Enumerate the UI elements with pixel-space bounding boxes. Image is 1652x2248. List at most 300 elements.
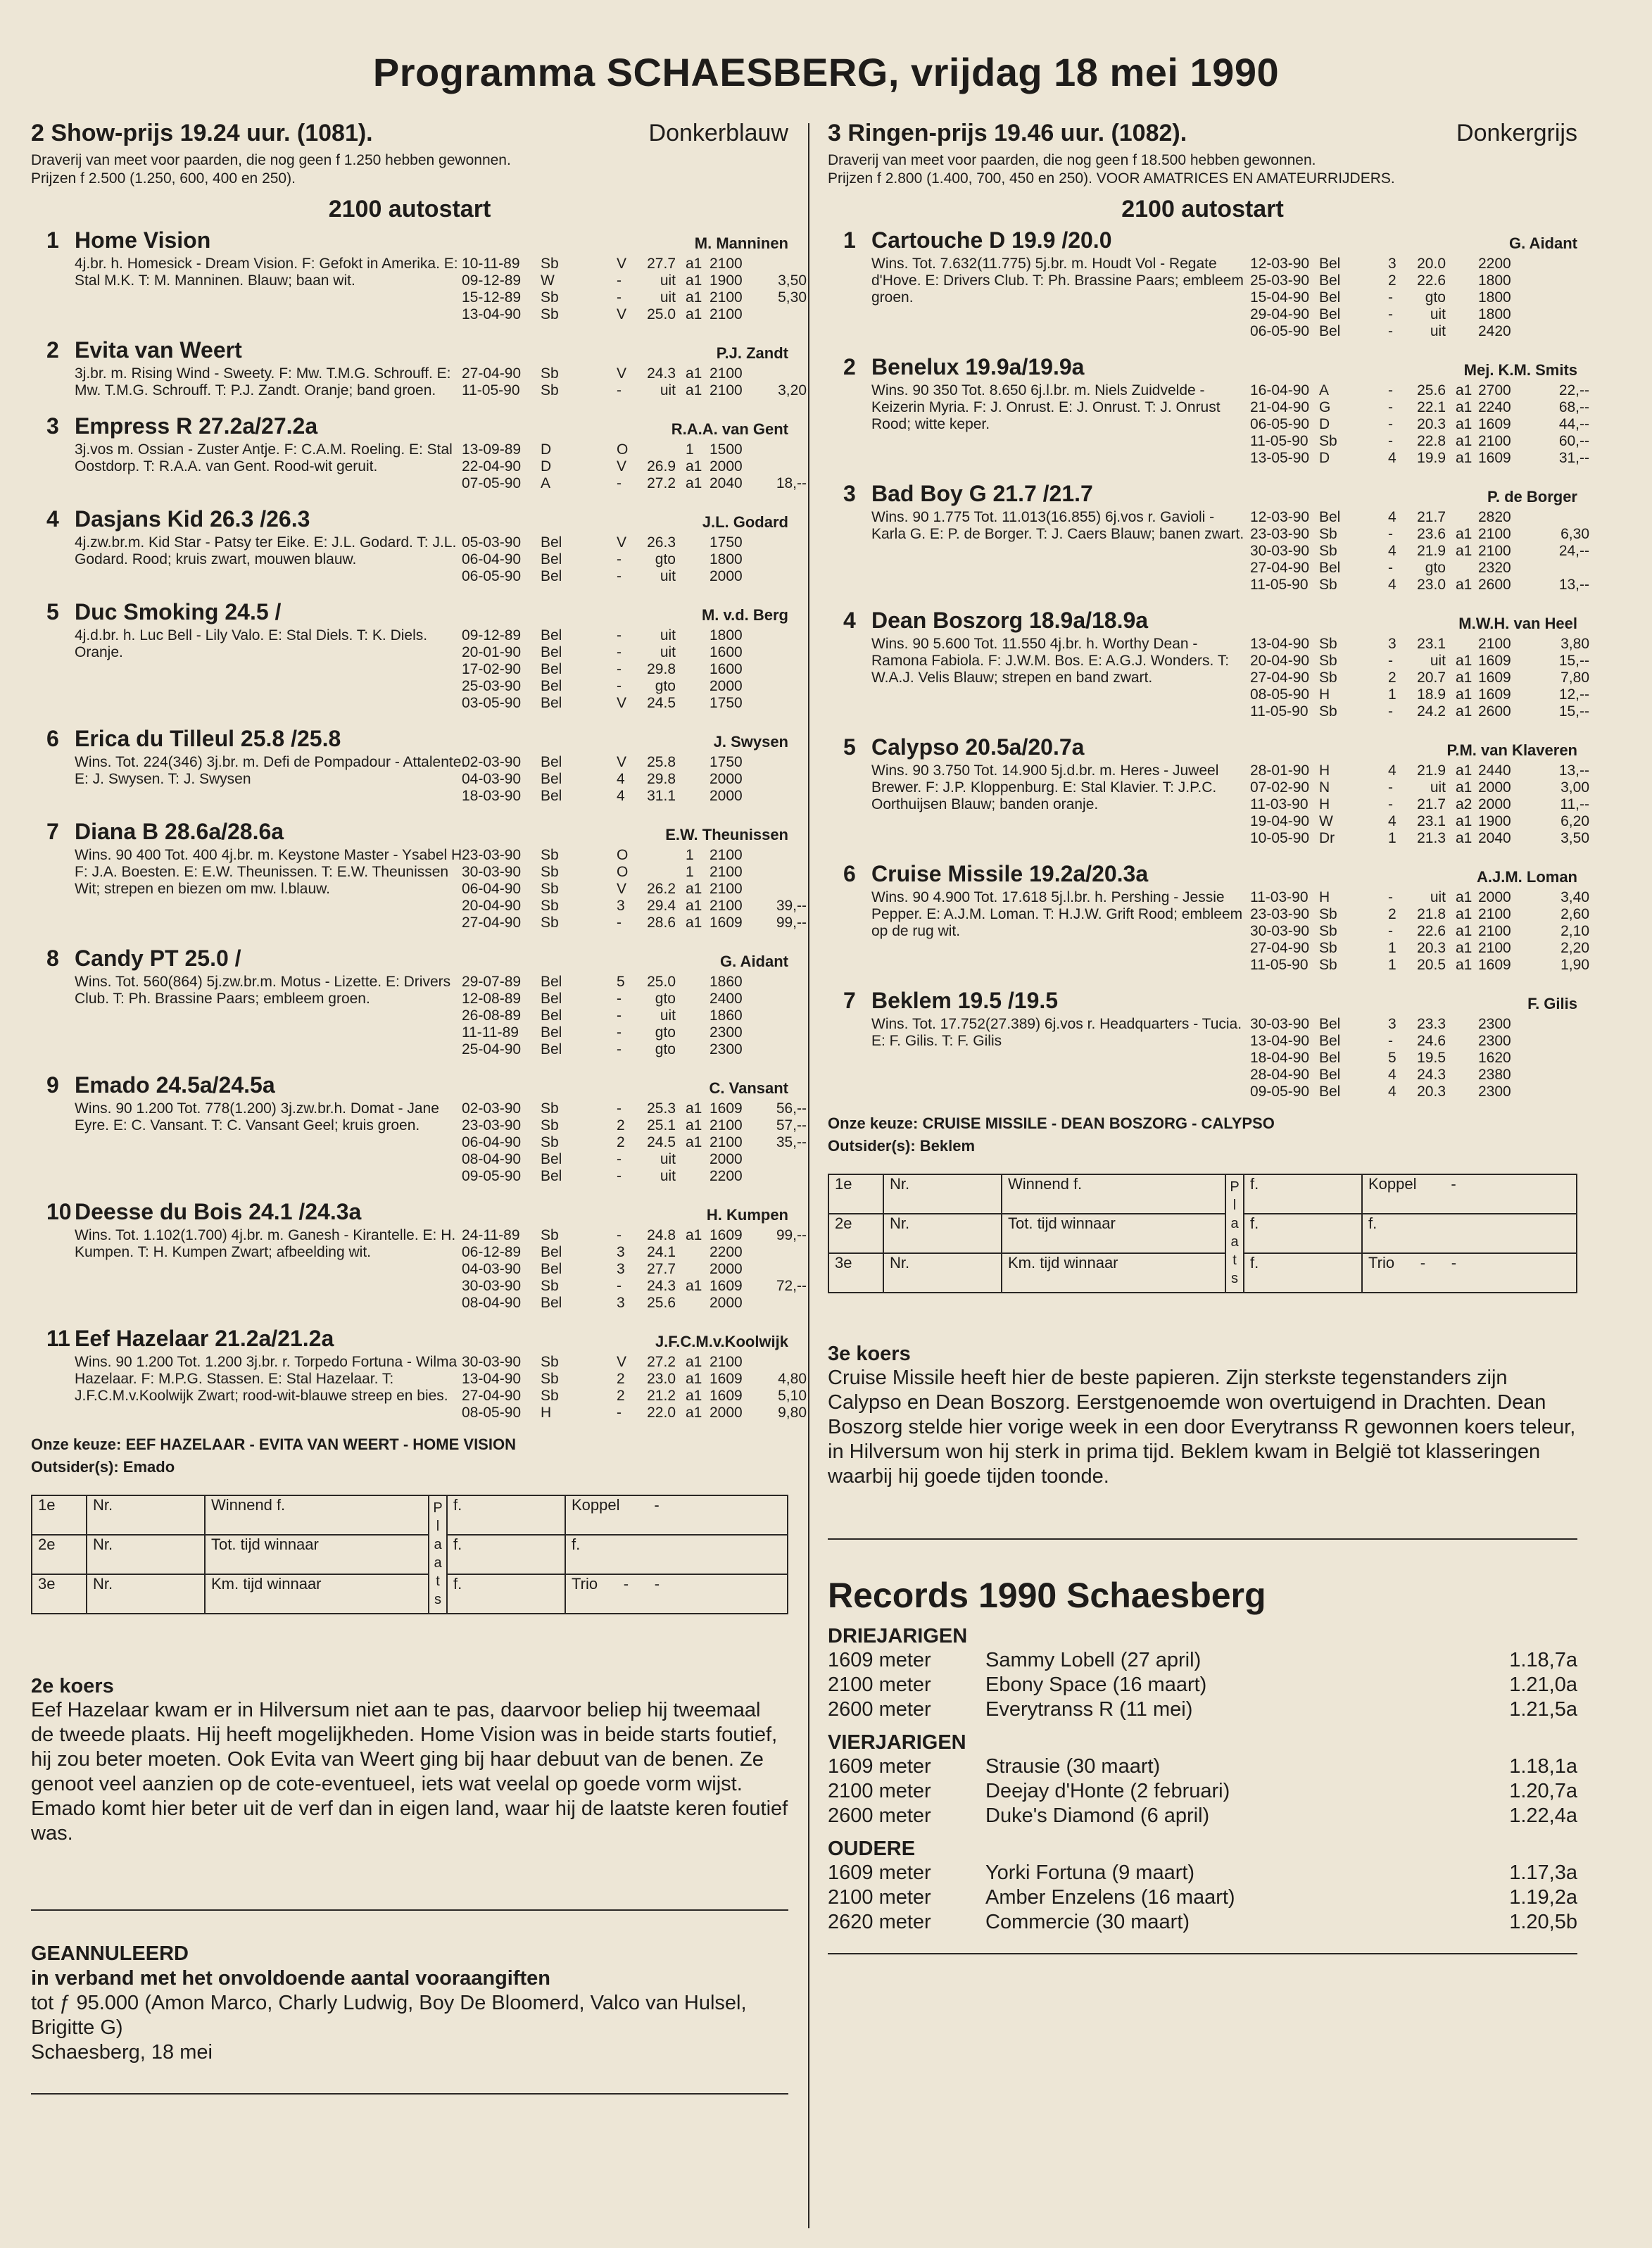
horse-entry [31,413,807,492]
start-distance: 2000 [710,678,743,694]
start-pos: 5 [1388,1050,1396,1066]
start-date: 11-03-90 [1250,889,1309,905]
start-row [1250,636,1589,653]
horse-name: Evita van Weert [75,337,242,363]
start-pos: 2 [617,1117,625,1134]
start-class: a1 [686,1227,702,1243]
start-time: 20.0 [1417,256,1446,272]
start-track: D [541,441,552,458]
start-time: uit [660,272,676,289]
start-date: 06-04-90 [462,1134,522,1150]
horse-name: Emado 24.5a/24.5a [75,1072,275,1098]
start-row [1250,306,1577,323]
grid-row [32,1574,788,1614]
start-date: 30-03-90 [462,1278,522,1294]
start-odds: 57,-- [776,1117,807,1134]
grid-label: Winnend f. [1002,1174,1225,1214]
record-time: 1.21,5a [1509,1698,1577,1721]
start-time: 24.8 [647,1227,676,1243]
start-track: Bel [541,1244,562,1260]
start-row [462,534,788,551]
start-row [1250,382,1589,399]
start-date: 23-03-90 [1250,906,1310,922]
horse-starts [1250,509,1589,594]
horse-driver: R.A.A. van Gent [671,420,788,438]
horse-details [31,627,788,712]
start-pos: - [617,1100,622,1117]
start-row [1250,560,1577,577]
start-class: a1 [1456,450,1473,466]
grid-koppel: Koppel - [1362,1174,1577,1214]
start-time: 19.9 [1417,450,1446,466]
start-row [1250,289,1577,306]
betting-grid [31,1495,788,1614]
record-horse: Duke's Diamond (6 april) [985,1804,1210,1827]
start-track: Sb [541,847,559,863]
start-pos: - [1388,560,1393,576]
start-odds: 13,-- [1558,577,1589,593]
start-row [462,1100,807,1117]
start-track: Bel [541,1024,562,1041]
start-row [1250,272,1577,289]
horse-header [31,599,788,627]
start-pos: V [617,256,627,272]
horse-info: Wins. Tot. 17.752(27.389) 6j.vos r. Headquarters - Tucia. E: F. Gilis. T: F. Gilis [871,1016,1242,1049]
horse-starts [1250,762,1589,847]
start-date: 27-04-90 [1250,670,1310,686]
start-row [462,1261,788,1278]
start-date: 06-05-90 [462,568,522,584]
horse-info: Wins. 90 350 Tot. 8.650 6j.l.br. m. Niels Zuidvelde - Keizerin Myria. F: J. Onrust. E: J. Onrust. T: J. Onrust Rood; witte keper. [871,382,1221,432]
start-class: a1 [1456,813,1473,829]
start-odds: 3,40 [1560,889,1589,905]
race-title: 3 Ringen-prijs 19.46 uur. (1082). [828,120,1187,146]
start-row [462,788,788,805]
start-row [1250,813,1589,830]
start-time: 22.0 [647,1405,676,1421]
start-track: Dr [1319,830,1335,846]
horse-entry [31,1199,807,1312]
horse-details [828,889,1589,974]
start-track: Sb [541,382,559,398]
start-class: a1 [1456,703,1473,720]
start-pos: - [1388,1033,1393,1049]
start-row [462,1244,788,1261]
start-class: a1 [686,289,702,306]
start-date: 06-12-89 [462,1244,522,1260]
start-odds: 3,50 [1560,830,1589,846]
start-date: 11-11-89 [462,1024,519,1041]
start-distance: 1609 [1478,957,1511,973]
start-distance: 2000 [1478,796,1511,812]
start-pos: - [617,272,622,289]
start-pos: 3 [617,1244,625,1260]
race-prizes: Prijzen f 2.500 (1.250, 600, 400 en 250). [31,170,296,187]
horse-driver: P.J. Zandt [716,344,788,362]
start-odds: 24,-- [1558,543,1589,559]
start-distance: 1800 [1478,306,1511,322]
start-time: uit [1430,889,1446,905]
start-distance: 2200 [1478,256,1511,272]
start-row [1250,779,1589,796]
start-distance: 2100 [1478,923,1511,939]
start-row [1250,577,1589,594]
horse-info: Wins. Tot. 7.632(11.775) 5j.br. m. Houdt Vol - Regate d'Hove. E: Drivers Club. T: Ph. Brassine Paars; embleem groen. [871,256,1244,306]
start-row [462,382,807,399]
start-date: 08-05-90 [1250,686,1310,703]
start-date: 05-03-90 [462,534,522,551]
start-row [462,256,788,272]
start-odds: 44,-- [1558,416,1589,432]
horse-name: Cartouche D 19.9 /20.0 [871,227,1112,253]
start-time: 24.5 [647,1134,676,1150]
horse-details [31,256,807,323]
start-time: 24.5 [647,695,676,711]
grid-trio: Trio - - [1362,1253,1577,1293]
start-odds: 18,-- [776,475,807,491]
start-distance: 2420 [1478,323,1511,339]
start-pos: - [1388,923,1393,939]
start-track: Bel [541,1151,562,1167]
record-horse: Amber Enzelens (16 maart) [985,1886,1235,1909]
plaats-letter: l [436,1519,440,1534]
start-date: 10-11-89 [462,256,520,272]
start-distance: 2100 [710,306,743,322]
start-pos: O [617,441,629,458]
start-distance: 1600 [710,661,743,677]
start-time: 23.1 [1417,636,1446,652]
start-date: 11-05-90 [462,382,520,398]
start-odds: 2,60 [1560,906,1589,922]
start-distance: 2300 [710,1024,743,1041]
start-odds: 13,-- [1558,762,1589,779]
start-track: Bel [541,1168,562,1184]
grid-f: f. [1362,1214,1577,1253]
start-row [462,1007,788,1024]
start-row [1250,957,1589,974]
start-track: H [541,1405,552,1421]
start-track: Bel [541,754,562,770]
start-pos: - [1388,889,1393,905]
start-date: 08-05-90 [462,1405,522,1421]
start-distance: 1609 [710,1388,743,1404]
horse-header [31,227,788,256]
plaats-letter: a [434,1555,442,1571]
plaats-letter: t [436,1574,440,1589]
record-horse: Yorki Fortuna (9 maart) [985,1861,1195,1884]
record-distance: 2600 meter [828,1804,931,1827]
start-time: 23.1 [1417,813,1446,829]
horse-driver: G. Aidant [1509,234,1577,252]
horse-number: 1 [46,227,59,253]
start-track: Bel [541,1295,562,1311]
horse-starts [462,974,788,1058]
start-distance: 2700 [1478,382,1511,398]
plaats-letter: a [434,1537,442,1552]
start-row [1250,526,1589,543]
grid-row [828,1214,1577,1253]
horse-entry [828,608,1589,720]
start-distance: 2000 [710,1261,743,1277]
horse-entry [31,227,807,323]
horse-name: Home Vision [75,227,211,253]
start-row [462,915,807,931]
start-track: Sb [1319,703,1337,720]
commentary-title: 3e koers [828,1343,911,1365]
horse-entry [31,1326,807,1421]
start-distance: 2200 [710,1244,743,1260]
start-track: D [1319,450,1330,466]
start-row [462,1227,807,1244]
start-class: a1 [686,1405,702,1421]
betting-grid [828,1174,1577,1293]
start-time: uit [660,644,676,660]
start-pos: - [617,627,622,643]
start-row [462,1388,807,1405]
start-class: a1 [1456,889,1473,905]
start-time: 20.7 [1417,670,1446,686]
start-time: 28.6 [647,915,676,931]
start-pos: V [617,754,627,770]
start-pos: 4 [1388,543,1396,559]
start-track: Bel [541,1007,562,1024]
start-pos: 4 [1388,450,1396,466]
start-odds: 15,-- [1558,703,1589,720]
grid-label: Km. tijd winnaar [205,1574,429,1614]
grid-row [828,1174,1577,1214]
commentary-title: 2e koers [31,1675,114,1697]
start-row [462,771,788,788]
horse-info: Wins. Tot. 224(346) 3j.br. m. Defi de Pompadour - Attalente. E: J. Swysen. T: J. Swysen [75,754,466,787]
start-track: Sb [1319,670,1337,686]
start-distance: 2100 [710,289,743,306]
our-choice: Onze keuze: CRUISE MISSILE - DEAN BOSZORG - CALYPSO [828,1114,1275,1132]
start-distance: 2100 [710,898,743,914]
horse-driver: C. Vansant [709,1079,788,1097]
grid-nr: Nr. [87,1535,205,1574]
record-distance: 2100 meter [828,1780,931,1802]
start-pos: 3 [617,1295,625,1311]
cancellation-notice [31,1942,788,2065]
start-track: Bel [1319,323,1341,339]
grid-label: Tot. tijd winnaar [205,1535,429,1574]
start-time: uit [660,1168,676,1184]
grid-koppel: Koppel - [565,1495,788,1535]
horse-header [31,1199,788,1227]
start-distance: 1900 [1478,813,1511,829]
start-date: 07-02-90 [1250,779,1310,796]
start-class: a1 [1456,577,1473,593]
start-distance: 2000 [710,788,743,804]
commentary [31,1675,788,1846]
start-row [462,754,788,771]
start-date: 07-05-90 [462,475,522,491]
start-class: a1 [1456,940,1473,956]
start-time: 24.3 [1417,1067,1446,1083]
start-track: Bel [541,661,562,677]
start-date: 12-03-90 [1250,509,1310,525]
horse-number: 10 [46,1199,72,1224]
start-row [1250,416,1589,433]
start-distance: 2000 [710,1295,743,1311]
horse-number: 2 [843,354,856,379]
start-time: 24.3 [647,365,676,382]
start-time: 27.2 [647,1354,676,1370]
horse-starts [1250,256,1577,340]
horse-info: Wins. 90 3.750 Tot. 14.900 5j.d.br. m. Heres - Juweel Brewer. F: J.P. Kloppenburg. E: Stal Klavier. T: J.P.C. Oorthuijsen Blauw; banden oranje. [871,762,1219,812]
start-row [462,441,788,458]
record-horse: Everytranss R (11 mei) [985,1698,1193,1721]
horse-starts [462,1100,807,1185]
start-pos: - [617,661,622,677]
start-row [1250,1016,1577,1033]
start-odds: 22,-- [1558,382,1589,398]
start-track: Sb [1319,433,1337,449]
horse-entry [31,599,788,712]
horse-number: 7 [46,819,59,844]
start-odds: 99,-- [776,1227,807,1243]
horse-entry [828,481,1589,594]
start-time: 20.5 [1417,957,1446,973]
start-distance: 2600 [1478,577,1511,593]
start-date: 08-04-90 [462,1151,522,1167]
separator-line [31,2093,788,2095]
start-distance: 1609 [710,1371,743,1387]
horse-starts [462,256,807,323]
start-track: Sb [541,915,559,931]
horse-starts [462,627,788,712]
race-title: 2 Show-prijs 19.24 uur. (1081). [31,120,373,146]
start-time: 27.2 [647,475,676,491]
start-date: 18-04-90 [1250,1050,1310,1066]
start-pos: - [617,644,622,660]
start-date: 06-04-90 [462,551,522,567]
cancel-heading: GEANNULEERD [31,1942,189,1965]
start-pos: - [617,991,622,1007]
grid-row [32,1535,788,1574]
horse-info: Wins. 90 1.200 Tot. 1.200 3j.br. r. Torpedo Fortuna - Wilma Hazelaar. F: M.P.G. Stassen. E: Stal Hazelaar. T: J.F.C.M.v.Koolwijk Zwart; rood-wit-blauwe streep en bies. [75,1354,458,1404]
start-class: a1 [686,1388,702,1404]
record-row [828,1697,1577,1722]
start-pos: - [1388,416,1393,432]
grid-place: 2e [32,1535,87,1574]
start-track: Sb [541,1388,559,1404]
start-odds: 39,-- [776,898,807,914]
grid-nr: Nr. [883,1174,1002,1214]
start-pos: 2 [1388,272,1396,289]
start-row [462,475,807,492]
start-track: Bel [1319,1084,1341,1100]
start-date: 28-04-90 [1250,1067,1310,1083]
start-distance: 2380 [1478,1067,1511,1083]
horse-details [828,256,1577,340]
plaats-letter: a [1230,1234,1239,1250]
start-row [1250,256,1577,272]
start-class: a1 [1456,923,1473,939]
start-distance: 1609 [1478,653,1511,669]
horse-entry [828,354,1589,467]
horse-info: Wins. 90 5.600 Tot. 11.550 4j.br. h. Worthy Dean - Ramona Fabiola. F: J.W.M. Bos. E: A.G.J. Wonders. T: W.A.J. Velis Blauw; strepen en band zwart. [871,636,1230,686]
start-class: a1 [686,272,702,289]
start-distance: 2100 [710,1134,743,1150]
start-pos: V [617,365,627,382]
horse-header [31,726,788,754]
start-date: 03-05-90 [462,695,522,711]
start-distance: 2000 [710,568,743,584]
horse-number: 3 [843,481,856,506]
start-row [1250,906,1589,923]
start-distance: 2300 [1478,1033,1511,1049]
start-distance: 1860 [710,1007,743,1024]
horse-header [828,988,1577,1016]
horse-driver: H. Kumpen [706,1206,788,1224]
start-date: 08-04-90 [462,1295,522,1311]
record-distance: 1609 meter [828,1649,931,1671]
start-date: 24-11-89 [462,1227,520,1243]
start-pos: 5 [617,974,625,990]
start-date: 30-03-90 [462,1354,522,1370]
horse-header [828,861,1577,889]
grid-f: f. [1244,1253,1362,1293]
start-time: gto [655,1041,676,1057]
start-track: N [1319,779,1330,796]
start-row [462,991,788,1007]
start-pos: - [617,551,622,567]
start-distance: 1860 [710,974,743,990]
start-date: 27-04-90 [1250,940,1310,956]
start-pos: - [1388,433,1393,449]
start-row [462,864,788,881]
start-pos: - [617,1168,622,1184]
start-row [1250,1050,1577,1067]
start-time: 23.0 [1417,577,1446,593]
start-row [462,1295,788,1312]
record-time: 1.18,7a [1509,1649,1577,1671]
commentary-text: Cruise Missile heeft hier de beste papieren. Zijn sterkste tegenstanders zijn Calypso en Dean Boszorg. Eerstgenoemde won overtuigend in Drachten. Dean Boszorg stelde hier vorige week in een door Everytranss R gewonnen koers teleur, in Hilversum won hij sterk in prima tijd. Beklem kwam in België tot klasseringen waarbij hij goede tijden toonde. [828,1367,1576,1488]
start-track: Bel [541,627,562,643]
start-time: 24.1 [647,1244,676,1260]
start-pos: 4 [617,771,625,787]
start-pos: 2 [1388,906,1396,922]
start-class: 1 [686,847,694,863]
start-class: a1 [686,382,702,398]
horse-driver: J.F.C.M.v.Koolwijk [655,1333,788,1350]
horse-header [828,734,1577,762]
start-time: 25.3 [647,1100,676,1117]
horse-header [31,1326,788,1354]
horse-starts [462,365,807,399]
horse-driver: P. de Borger [1487,488,1577,506]
start-track: Sb [541,1354,559,1370]
start-row [1250,703,1589,720]
start-date: 04-03-90 [462,1261,522,1277]
start-class: a1 [1456,433,1473,449]
start-pos: 4 [1388,1067,1396,1083]
record-distance: 1609 meter [828,1755,931,1778]
horse-name: Erica du Tilleul 25.8 /25.8 [75,726,341,751]
start-pos: - [617,1007,622,1024]
horse-entry [31,1072,807,1185]
start-odds: 6,20 [1560,813,1589,829]
start-distance: 2300 [1478,1016,1511,1032]
start-time: 22.6 [1417,272,1446,289]
start-row [462,898,807,915]
start-date: 23-03-90 [1250,526,1310,542]
start-class: a1 [686,1371,702,1387]
start-pos: 1 [1388,957,1396,973]
horse-starts [462,847,807,931]
record-row [828,1804,1577,1828]
